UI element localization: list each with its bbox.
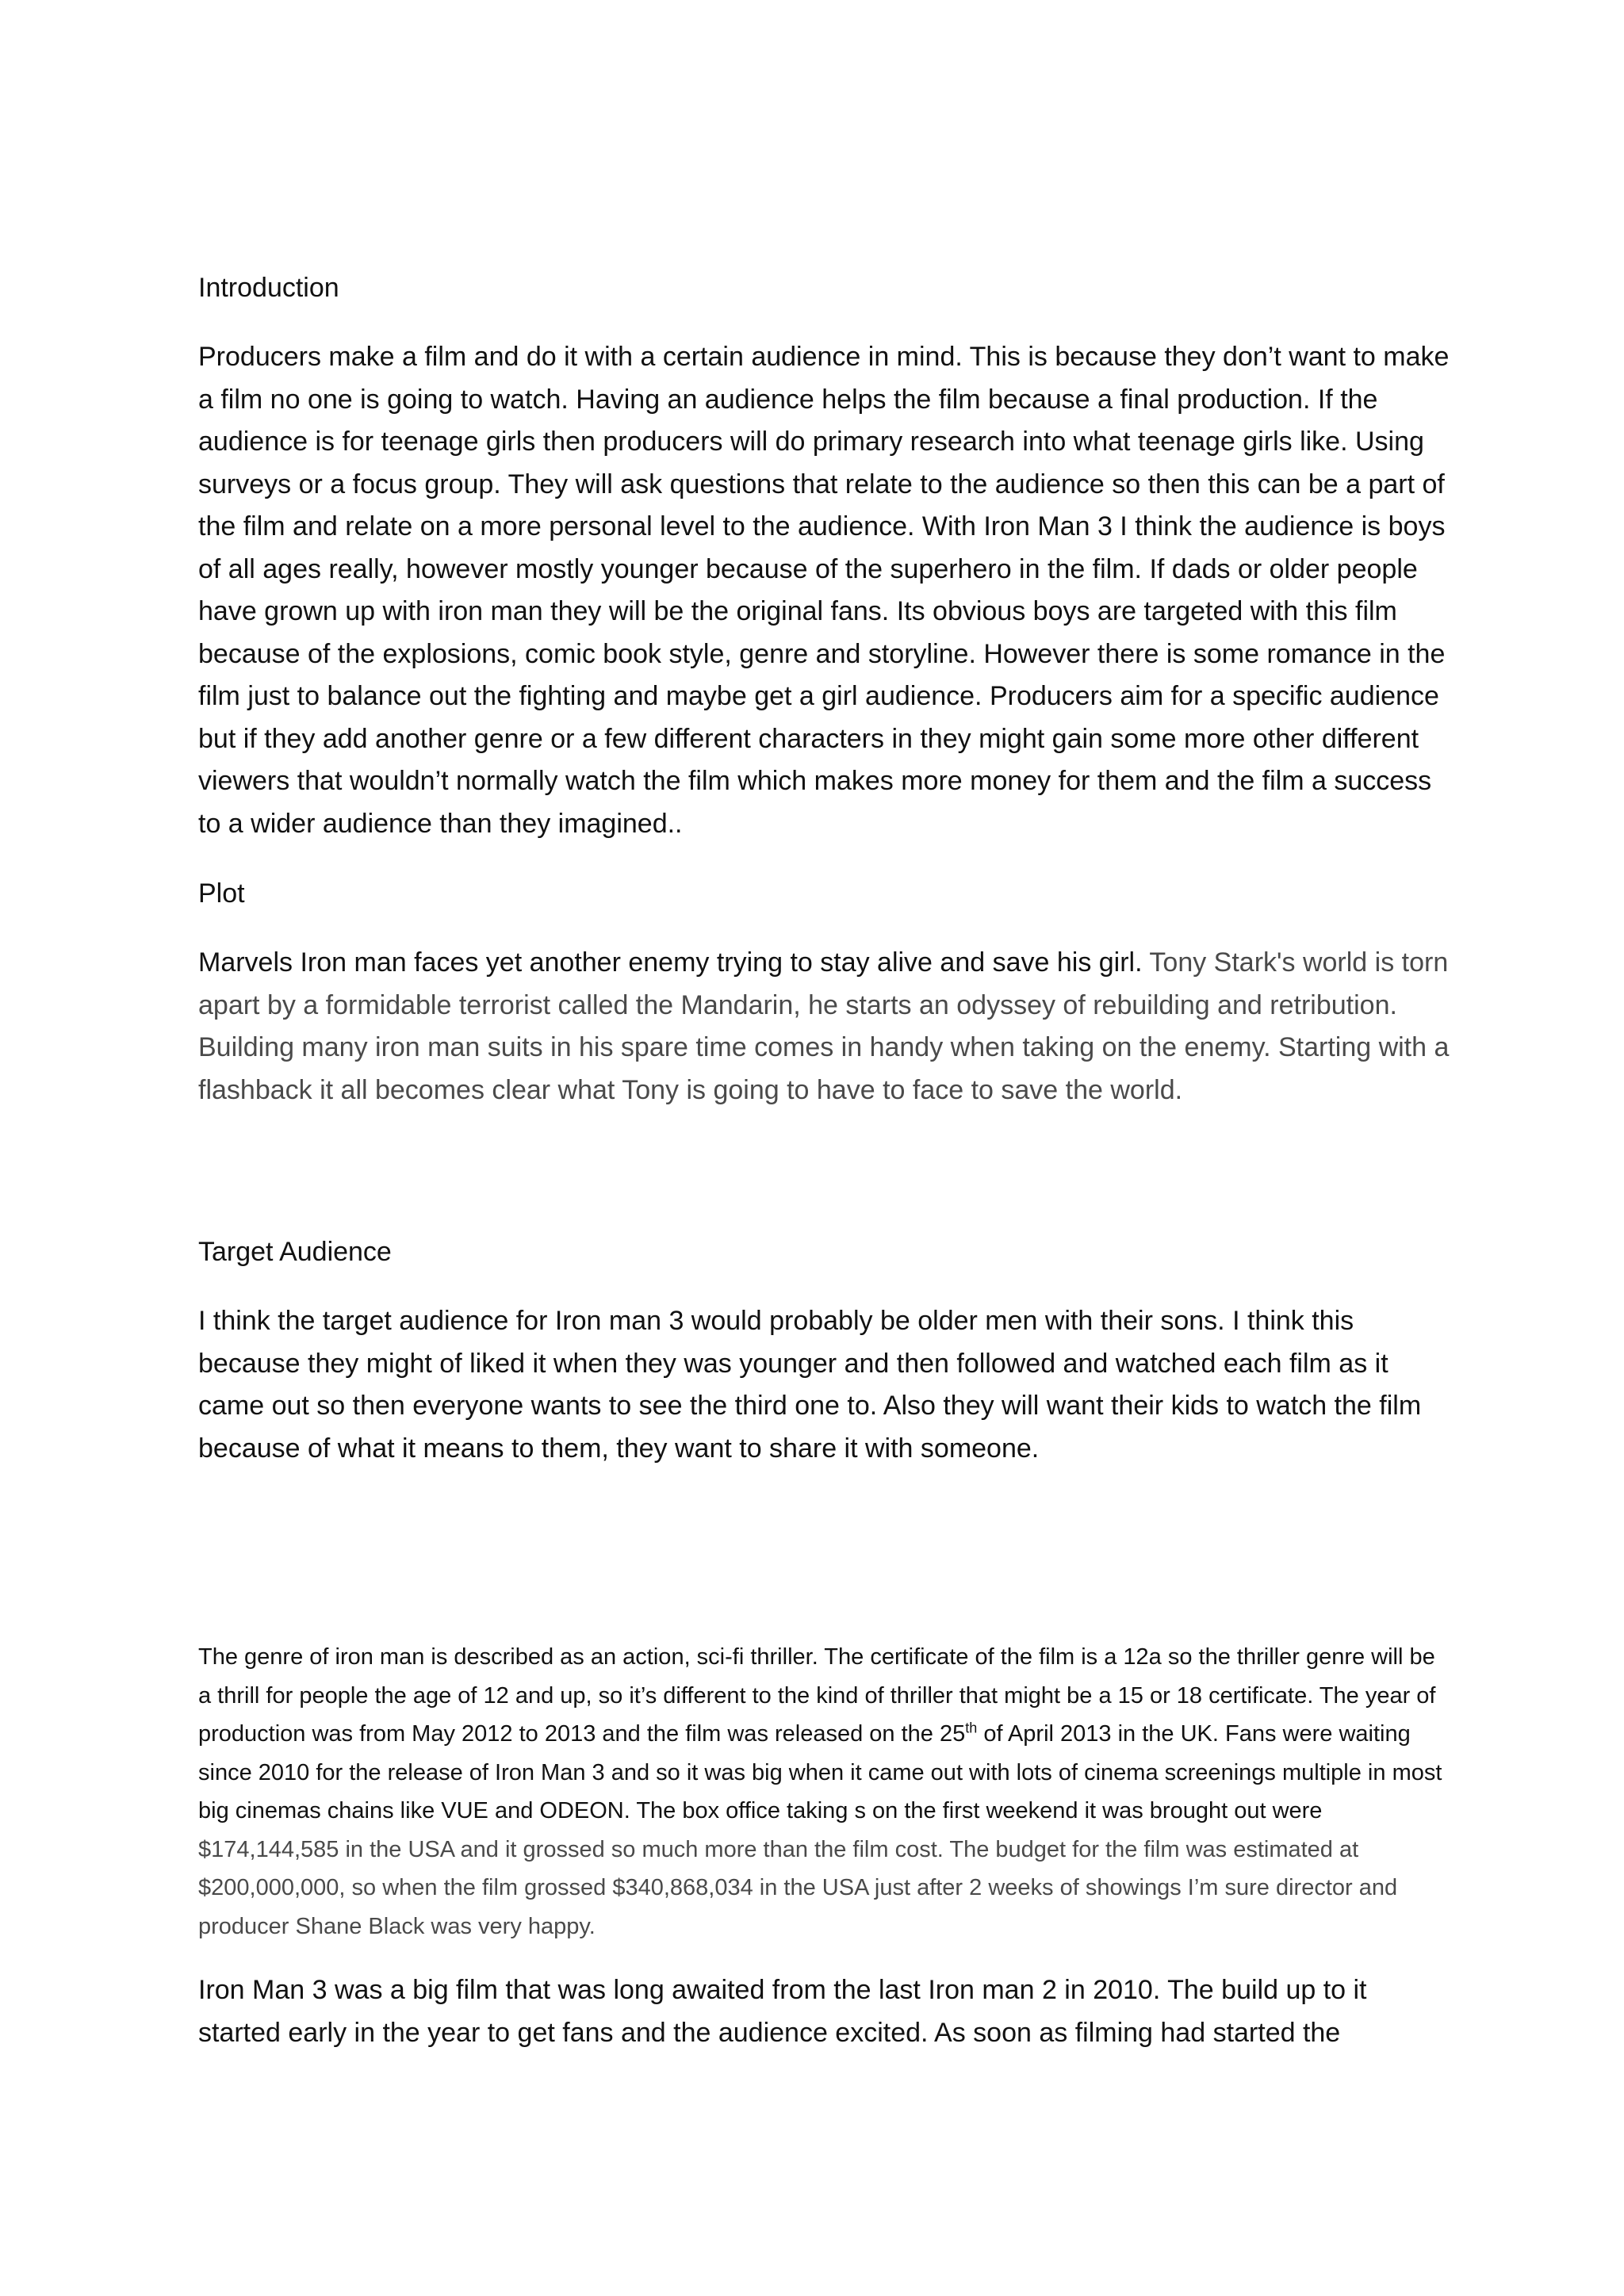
plot-paragraph [198, 942, 1451, 1112]
ordinal-suffix: th [965, 1720, 978, 1736]
box-office-text: $174,144,585 in the USA and it grossed so much more than the film cost. The budget for the film was estimated at $200,000,000, so when the film grossed $340,868,034 in the USA just after 2 weeks of showings I’m sure director and producer Shane Black was very happy. [198, 1836, 1398, 1939]
spacer [198, 1497, 1451, 1638]
release-paragraph: Iron Man 3 was a big film that was long awaited from the last Iron man 2 in 2010. The build up to it started early in the year to get fans and the audience excited. As soon as filming had started the [198, 1975, 1367, 2048]
document-page [198, 266, 1451, 2081]
genre-text-part2: of April 2013 in the UK. Fans were waiting since 2010 for the release of Iron Man 3 and so it was big when it came out with lots of cinema screenings multiple in most big cinemas chains like VUE and ODEON. The box office taking s on the first weekend it was brought out were [198, 1721, 1442, 1823]
plot-synopsis-text: Tony Stark's world is torn apart by a formidable terrorist called the Mandarin, he starts an odyssey of rebuilding and retribution. Building many iron man suits in his spare time comes in handy when taking on the enemy. Starting with a flashback it all becomes clear what Tony is going to have to face to save the world. [198, 947, 1450, 1105]
introduction-paragraph: Producers make a film and do it with a certain audience in mind. This is because they don’t want to make a film no one is going to watch. Having an audience helps the film because a final production. If the audience is for teenage girls then producers will do primary research into what teenage girls like. Using surveys or a focus group. They will ask questions that relate to the audience so then this can be a part of the film and relate on a more personal level to the audience. With Iron Man 3 I think the audience is boys of all ages really, however mostly younger because of the superhero in the film. If dads or older people have grown up with iron man they will be the original fans. Its obvious boys are targeted with this film because of the explosions, comic book style, genre and storyline. However there is some romance in the film just to balance out the fighting and maybe get a girl audience. Producers aim for a specific audience but if they add another genre or a few different characters in they might gain some more other different viewers that wouldn’t normally watch the film which makes more money for them and the film a success to a wider audience than they imagined.. [198, 342, 1450, 839]
introduction-heading: Introduction [198, 273, 339, 303]
spacer [198, 1138, 1451, 1230]
genre-paragraph [198, 1638, 1451, 1946]
genre-text-part1: The genre of iron man is described as an action, sci-fi thriller. The certificate of the film is a 12a so the thriller genre will be a thrill for people the age of 12 and up, so it’s different to the kind of thriller that might be a 15 or 18 certificate. The year of production was from May 2012 to 2013 and the film was released on the 25 [198, 1644, 1436, 1747]
plot-heading: Plot [198, 878, 245, 909]
target-audience-heading: Target Audience [198, 1237, 392, 1267]
plot-lead-text: Marvels Iron man faces yet another enemy trying to stay alive and save his girl. [198, 947, 1143, 978]
target-audience-paragraph: I think the target audience for Iron man 3 would probably be older men with their sons. I think this because they might of liked it when they was younger and then followed and watched each film as it came out so then everyone wants to see the third one to. Also they will want their kids to watch the film because of what it means to them, they want to share it with someone. [198, 1306, 1422, 1464]
